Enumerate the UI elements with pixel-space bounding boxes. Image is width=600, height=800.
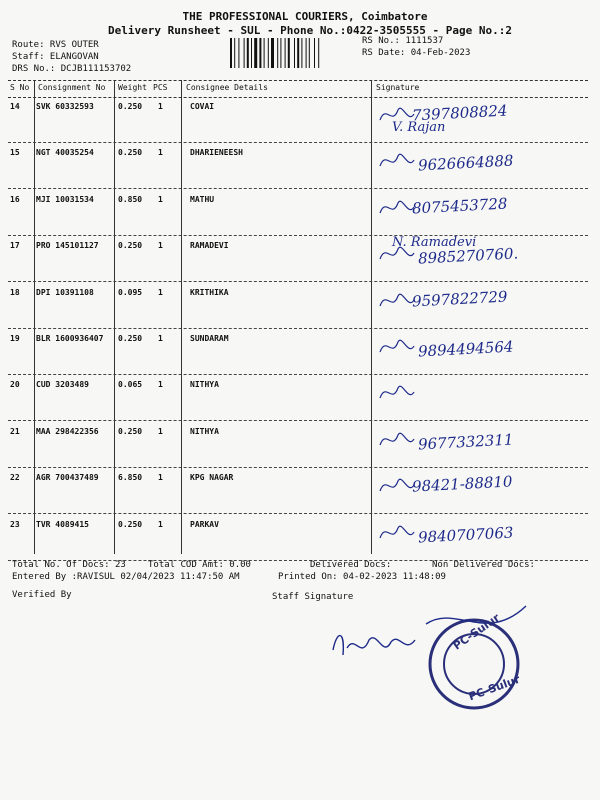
row-consignment-no: PRO 145101127	[36, 241, 99, 251]
col-consignment: Consignment No	[38, 83, 106, 92]
signature-scribble	[376, 332, 436, 362]
row-consignee: NITHYA	[190, 380, 219, 390]
row-consignee: PARKAV	[190, 519, 219, 529]
signature-scribble	[376, 518, 436, 548]
row-consignee: KRITHIKA	[190, 287, 229, 297]
handwritten-phone: 9597822729	[411, 287, 508, 311]
signature-scribble	[376, 193, 436, 223]
row-pcs: 1	[158, 241, 163, 251]
table-row	[8, 142, 588, 189]
handwritten-phone: 98421-88810	[411, 472, 513, 496]
row-weight: 0.250	[118, 426, 143, 436]
col-pcs: PCS	[153, 83, 168, 92]
table-row	[8, 96, 588, 143]
row-sno: 20	[10, 380, 20, 390]
table-row	[8, 282, 588, 329]
row-sno: 15	[10, 148, 20, 158]
row-pcs: 1	[158, 473, 163, 483]
signature-scribble	[376, 286, 436, 316]
row-sno: 21	[10, 426, 20, 436]
row-weight: 0.850	[118, 194, 143, 204]
row-pcs: 1	[158, 380, 163, 390]
row-sno: 19	[10, 334, 20, 343]
signature-scribble	[376, 146, 436, 176]
table-row	[8, 421, 588, 468]
runsheet-title: Delivery Runsheet - SUL - Phone No.:0422-3505555 - Page No.:2	[108, 24, 512, 37]
row-consignment-no: NGT 40035254	[36, 148, 94, 158]
row-consignment-no: BLR 1600936407	[36, 334, 104, 343]
signature-scribble	[376, 239, 436, 269]
row-weight: 0.250	[118, 148, 143, 158]
handwritten-phone: 8985270760.	[417, 244, 519, 268]
barcode-image	[230, 38, 352, 68]
stamp-text-top: PC-Sulur	[450, 611, 503, 653]
row-weight: 0.095	[118, 287, 143, 297]
row-consignment-no: MAA 298422356	[36, 426, 99, 436]
row-consignment-no: CUD 3203489	[36, 380, 89, 390]
col-consignee: Consignee Details	[186, 83, 268, 92]
row-weight: 0.250	[118, 334, 143, 343]
row-sno: 16	[10, 194, 20, 204]
row-pcs: 1	[158, 519, 163, 529]
delivered-docs: Delivered Docs:	[310, 560, 392, 570]
entered-by: Entered By :RAVISUL 02/04/2023 11:47:50 AM	[12, 572, 240, 582]
non-delivered-docs: Non Delivered Docs:	[432, 560, 535, 570]
staff-label: Staff: ELANGOVAN	[12, 52, 99, 62]
row-sno: 18	[10, 287, 20, 297]
row-consignment-no: AGR 700437489	[36, 473, 99, 483]
handwritten-phone: 9894494564	[417, 337, 514, 361]
row-pcs: 1	[158, 287, 163, 297]
handwritten-name: V. Rajan	[392, 120, 446, 135]
row-pcs: 1	[158, 334, 163, 343]
rs-number: RS No.: 1111537	[362, 36, 444, 46]
col-signature: Signature	[376, 83, 420, 92]
handwritten-phone: 8075453728	[411, 194, 508, 218]
row-weight: 6.850	[118, 473, 143, 483]
row-weight: 0.250	[118, 241, 143, 251]
table-row	[8, 235, 588, 282]
total-cod: Total COD Amt: 0.00	[148, 560, 251, 570]
handwritten-phone: 7397808824	[411, 101, 508, 125]
handwritten-phone: 9626664888	[417, 151, 514, 175]
signature-scribble	[376, 100, 436, 130]
row-consignment-no: SVK 60332593	[36, 102, 94, 111]
table-row	[8, 514, 588, 561]
staff-signature-label: Staff Signature	[272, 592, 354, 602]
row-weight: 0.065	[118, 380, 143, 390]
row-consignee: COVAI	[190, 102, 215, 111]
row-consignment-no: DPI 10391108	[36, 287, 94, 297]
row-weight: 0.250	[118, 519, 143, 529]
row-consignee: NITHYA	[190, 426, 219, 436]
row-pcs: 1	[158, 426, 163, 436]
row-consignee: SUNDARAM	[190, 334, 229, 343]
handwritten-phone: 9840707063	[417, 523, 514, 547]
row-consignee: MATHU	[190, 194, 215, 204]
row-consignment-no: MJI 10031534	[36, 194, 94, 204]
total-docs: Total No. Of Docs: 23	[12, 560, 126, 570]
row-sno: 22	[10, 473, 20, 483]
verified-by-label: Verified By	[12, 590, 72, 600]
row-consignee: DHARIENEESH	[190, 148, 243, 158]
table-row	[8, 328, 588, 375]
table-row	[8, 374, 588, 421]
row-consignee: KPG NAGAR	[190, 473, 234, 483]
row-pcs: 1	[158, 102, 163, 111]
company-title: THE PROFESSIONAL COURIERS, Coimbatore	[182, 10, 428, 23]
printed-on: Printed On: 04-02-2023 11:48:09	[278, 572, 446, 582]
route-label: Route: RVS OUTER	[12, 40, 99, 50]
signature-scribble	[376, 471, 436, 501]
stamp-text-bottom: PC-Sulur	[466, 672, 522, 704]
rs-date: RS Date: 04-Feb-2023	[362, 48, 471, 58]
row-pcs: 1	[158, 148, 163, 158]
row-pcs: 1	[158, 194, 163, 204]
pc-sulur-stamp	[416, 604, 536, 714]
col-sno: S No	[10, 83, 30, 92]
row-sno: 14	[10, 102, 20, 111]
handwritten-name: N. Ramadevi	[392, 235, 477, 251]
signature-scribble	[376, 425, 436, 455]
col-weight: Weight	[118, 83, 147, 92]
table-row	[8, 467, 588, 514]
handwritten-phone: 9677332311	[417, 430, 514, 454]
signature-scribble	[376, 378, 436, 408]
row-sno: 23	[10, 519, 20, 529]
row-sno: 17	[10, 241, 20, 251]
table-row	[8, 189, 588, 236]
drs-label: DRS No.: DCJB111153702	[12, 64, 132, 74]
row-consignee: RAMADEVI	[190, 241, 229, 251]
row-weight: 0.250	[118, 102, 143, 111]
row-consignment-no: TVR 4089415	[36, 519, 89, 529]
